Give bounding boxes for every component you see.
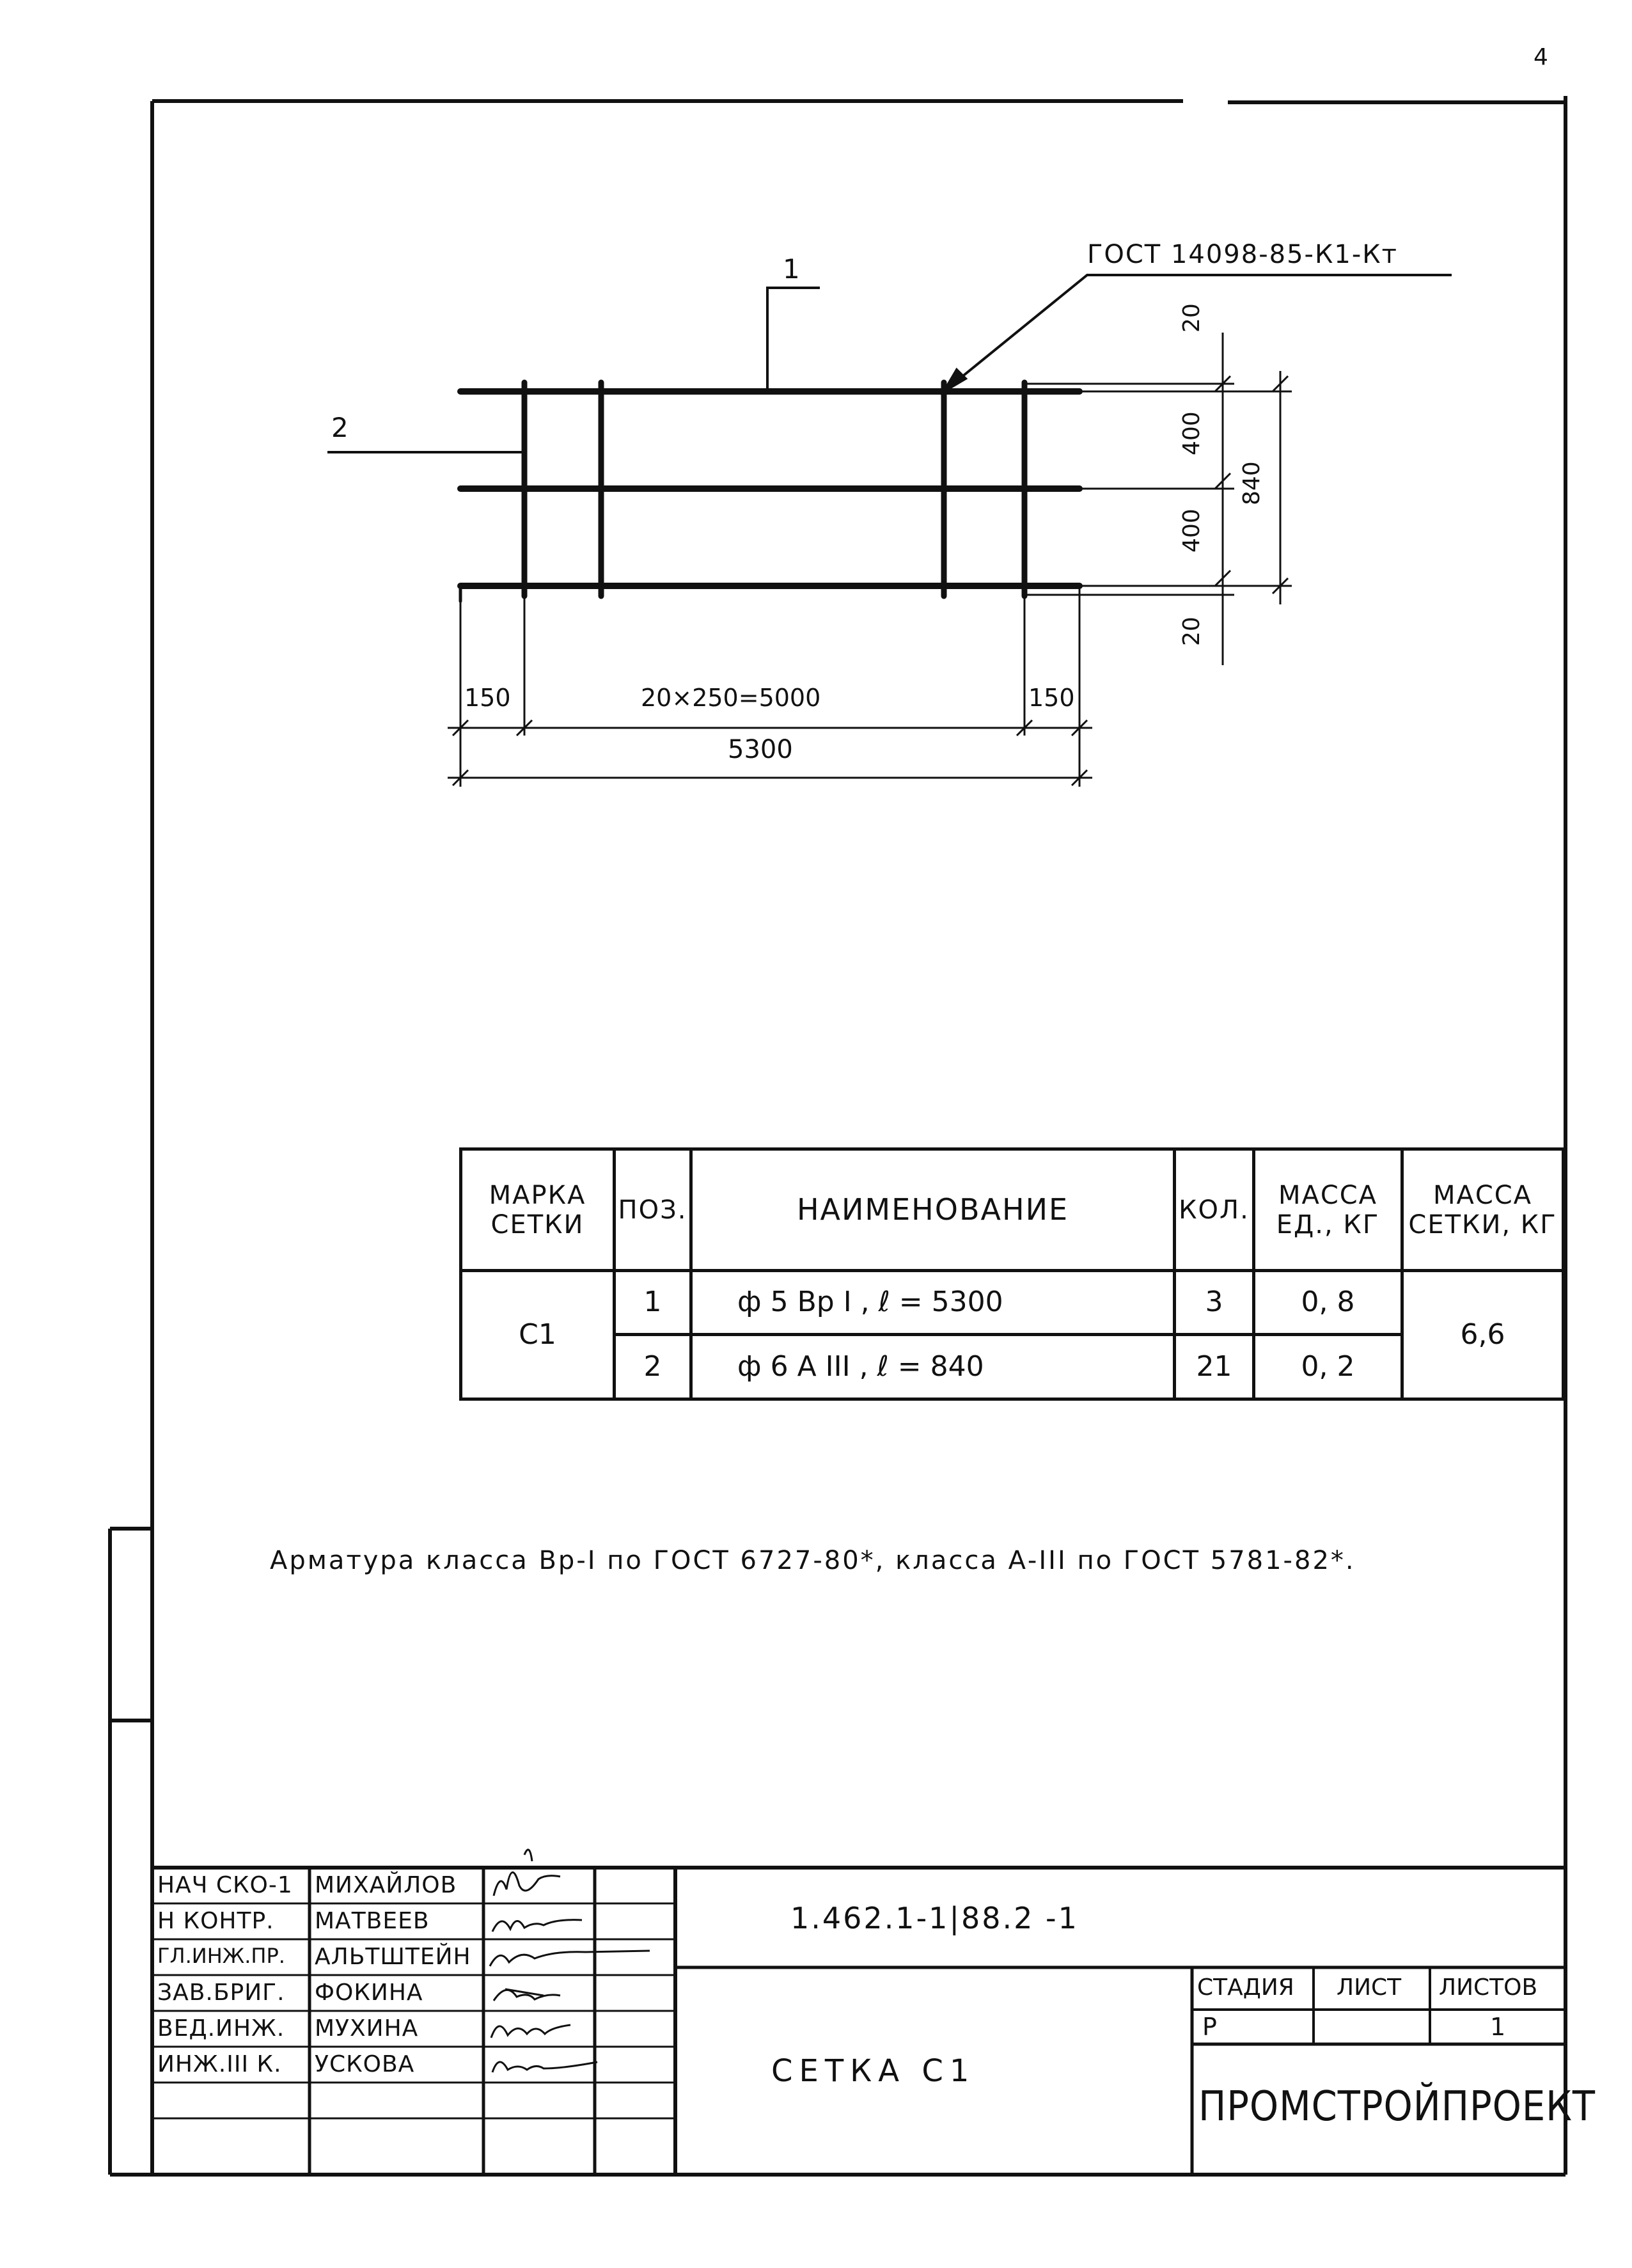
staff-role: Н КОНТР. [157,1908,274,1934]
cell-mass: 0, 2 [1254,1335,1402,1399]
signature [491,2025,570,2038]
staff-role: ВЕД.ИНЖ. [157,2015,285,2042]
sheets-label: ЛИСТОВ [1439,1974,1538,2001]
reinforcement-note: Арматура класса Вр-I по ГОСТ 6727-80*, класса А-III по ГОСТ 5781-82*. [270,1546,1356,1575]
cell-pos: 1 [615,1271,691,1335]
gost-callout: ГОСТ 14098-85-К1-Кт [1087,240,1398,269]
dim-bottom-20: 20 [1179,617,1205,646]
header-mark: МАРКА СЕТКИ [461,1149,615,1271]
document-code: 1.462.1-1|88.2 -1 [790,1901,1079,1935]
cell-name: ф 6 А III , ℓ = 840 [691,1335,1175,1399]
cell-mark: С1 [461,1271,615,1399]
header-mass-net: МАССА СЕТКИ, КГ [1402,1149,1564,1271]
staff-name: МУХИНА [315,2015,419,2042]
cell-pos: 2 [615,1335,691,1399]
staff-name: МИХАЙЛОВ [315,1872,457,1898]
signature [494,1989,560,2001]
header-mass-unit: МАССА ЕД., КГ [1254,1149,1402,1271]
dim-400-lower: 400 [1179,508,1205,553]
leaders [327,275,1452,452]
cell-mass-net: 6,6 [1402,1271,1564,1399]
callout-2: 2 [331,412,349,443]
organization-name: ПРОМСТРОЙПРОЕКТ [1198,2083,1596,2130]
mesh-drawing [460,382,1079,601]
staff-name: МАТВЕЕВ [315,1908,430,1934]
table-row [461,1271,1564,1335]
signature [494,1850,560,1896]
staff-role: ГЛ.ИНЖ.ПР. [157,1944,285,1968]
callout-1: 1 [783,253,800,285]
sheet-label: ЛИСТ [1337,1974,1402,2001]
dim-right-150: 150 [1028,684,1075,712]
staff-role: ИНЖ.III К. [157,2051,282,2077]
signature [490,1951,650,1966]
header-qty: КОЛ. [1175,1149,1254,1271]
cell-mass: 0, 8 [1254,1271,1402,1335]
cell-qty: 21 [1175,1335,1254,1399]
dim-top-20: 20 [1179,303,1205,333]
staff-role: ЗАВ.БРИГ. [157,1980,285,2006]
sheets-value: 1 [1490,2013,1506,2041]
dim-total-840: 840 [1239,461,1265,505]
staff-name: ФОКИНА [315,1980,423,2006]
table-row [461,1335,1564,1399]
sheet-frame [110,96,1565,2175]
header-pos: ПОЗ. [615,1149,691,1271]
signature [492,2062,597,2072]
stage-value: Р [1202,2013,1217,2041]
cell-qty: 3 [1175,1271,1254,1335]
dim-left-150: 150 [464,684,511,712]
staff-role: НАЧ СКО-1 [157,1872,293,1898]
dim-total-5300: 5300 [728,735,793,764]
dim-400-upper: 400 [1179,411,1205,455]
staff-name: УСКОВА [315,2051,415,2077]
drawing-title: СЕТКА С1 [771,2053,976,2089]
staff-name: АЛЬТШТЕЙН [315,1944,471,1970]
signatures [490,1850,650,2072]
cell-name: ф 5 Вр I , ℓ = 5300 [691,1271,1175,1335]
page-number: 4 [1534,44,1548,70]
signature [492,1920,582,1932]
header-name: НАИМЕНОВАНИЕ [691,1149,1175,1271]
stage-label: СТАДИЯ [1197,1974,1294,2001]
dim-span-5000: 20×250=5000 [641,684,821,712]
specification-table [459,1147,1565,1401]
